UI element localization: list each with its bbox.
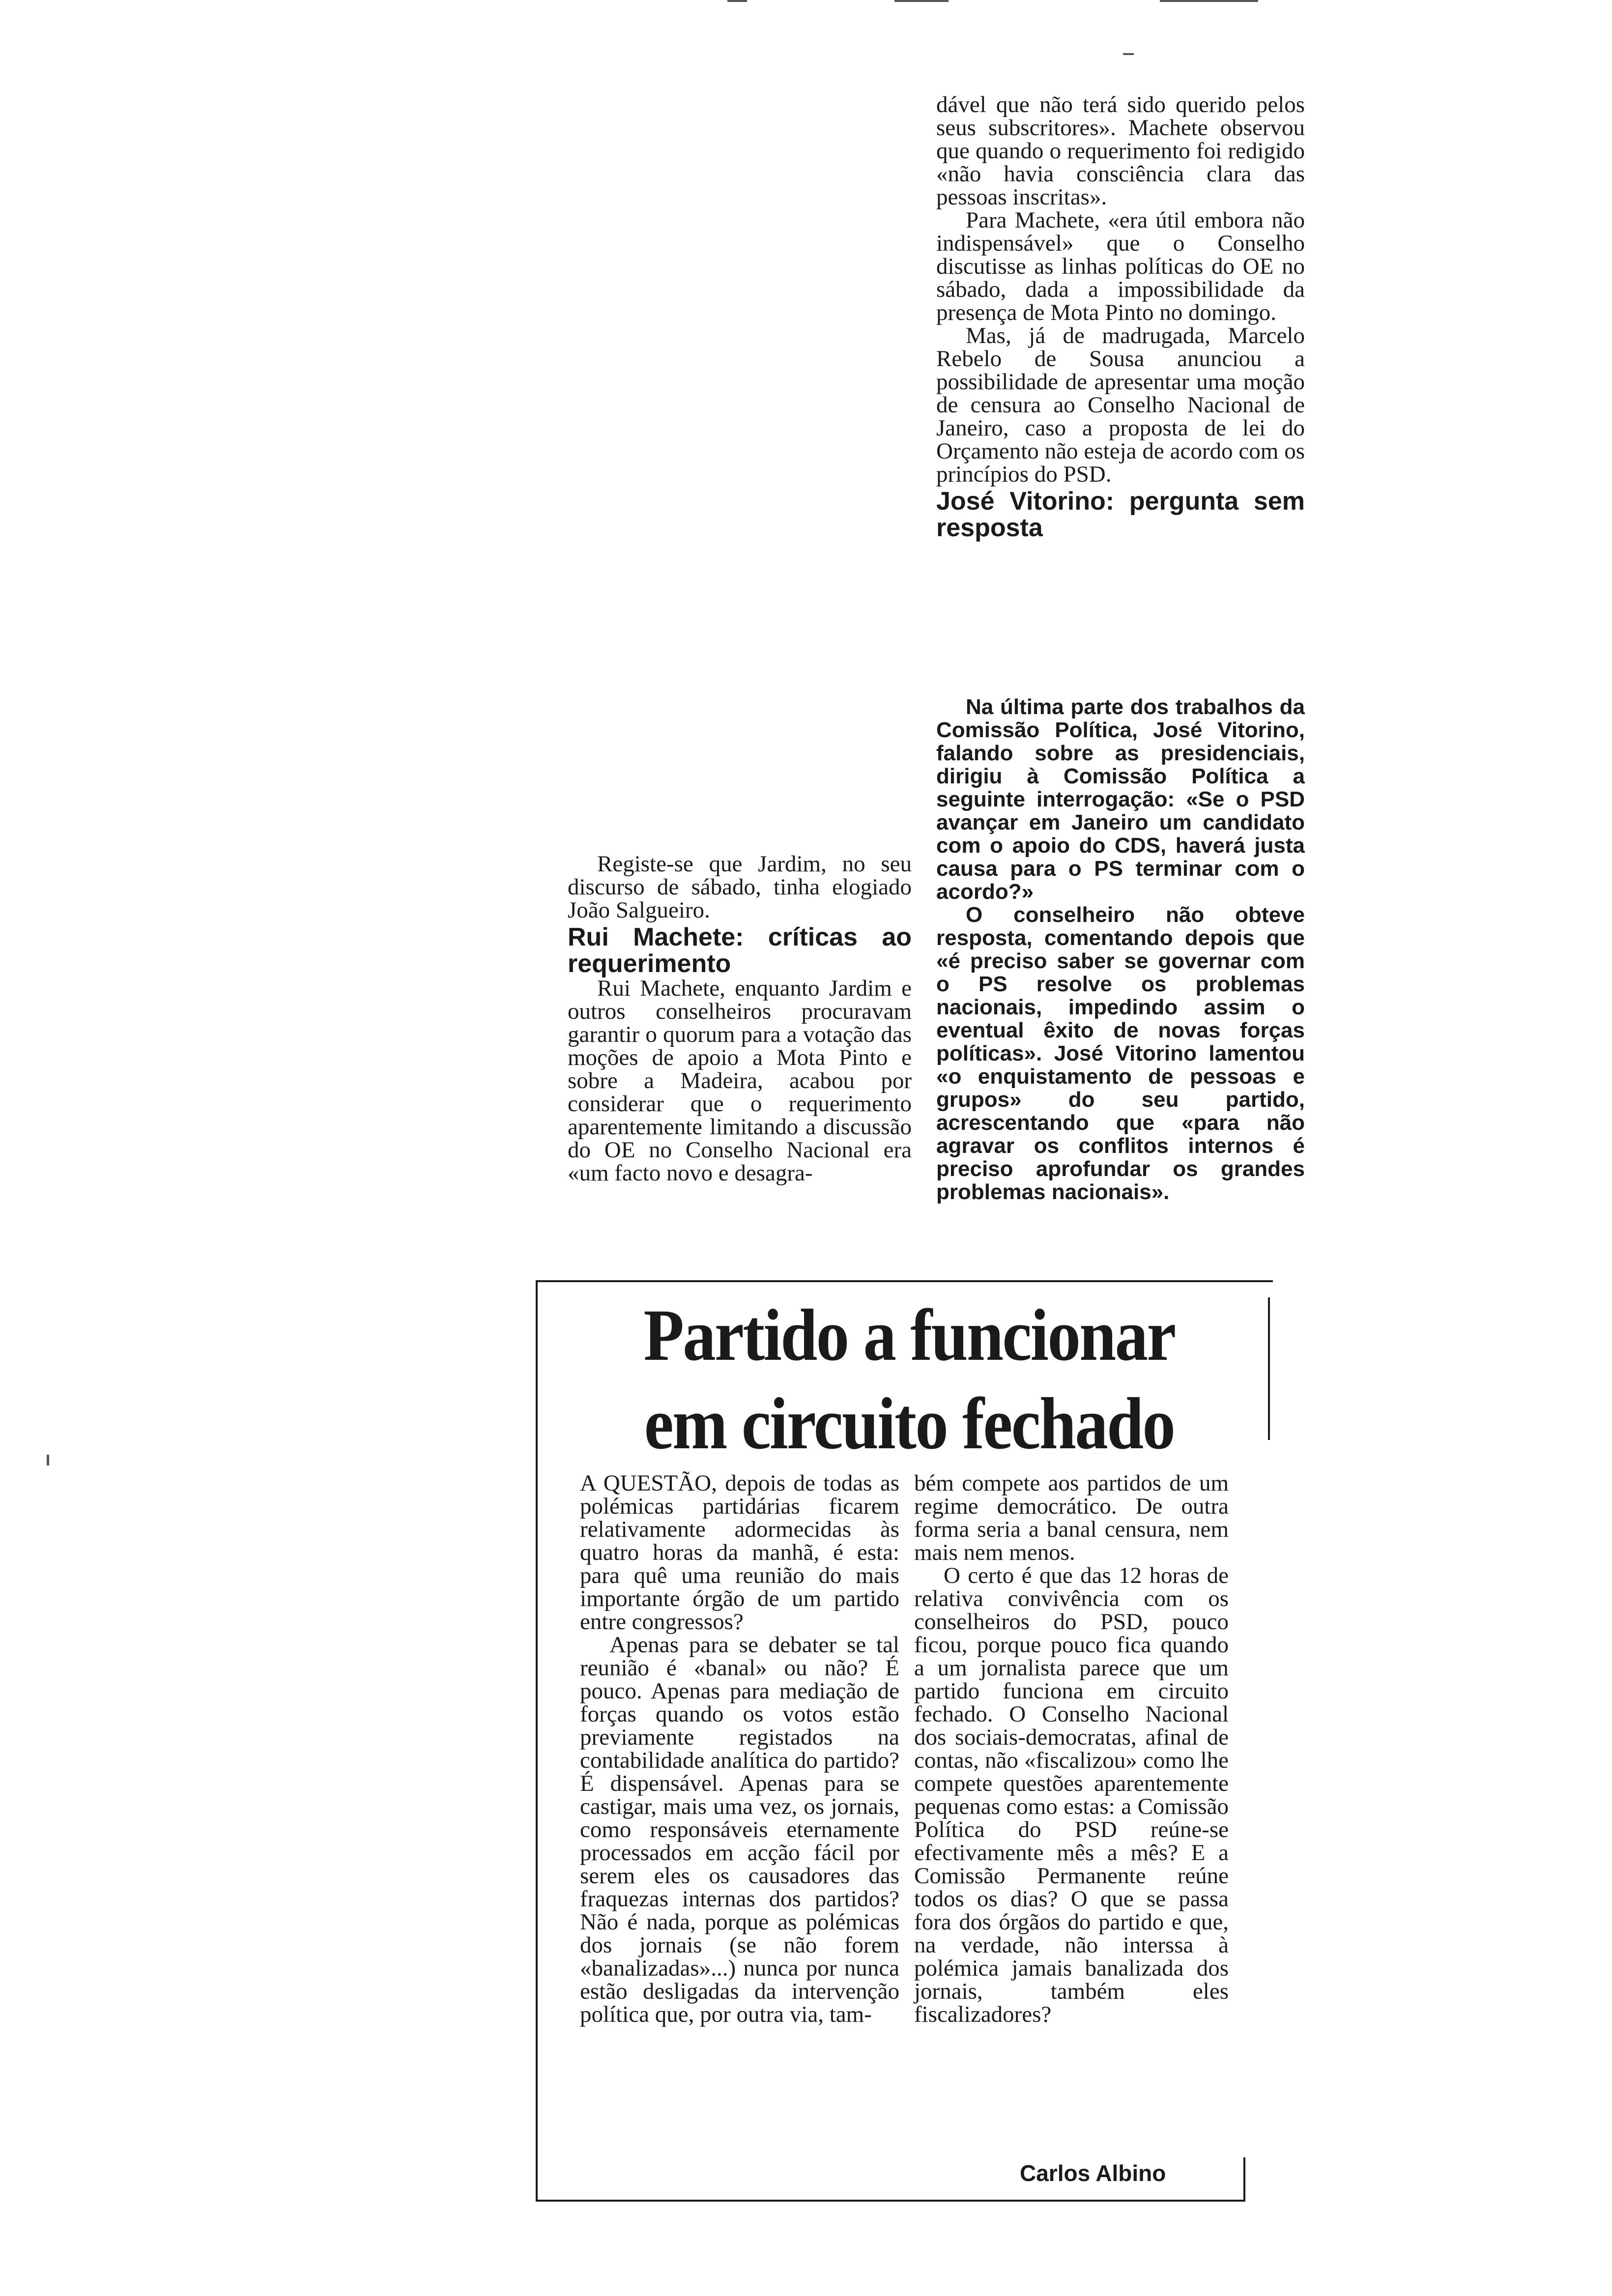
box-left-rule	[536, 1280, 538, 2202]
scan-mark	[1123, 53, 1134, 55]
article-paragraph: Na última parte dos trabalhos da Comissão Política, José Vitorino, falando sobre as presidenciais, dirigiu à Comissão Política a seguinte interrogação: «Se o PSD avançar em Janeiro um candidato com o apoio do CDS, haverá justa causa para o PS terminar com o acordo?»	[936, 695, 1305, 904]
article-paragraph: O conselheiro não obteve resposta, comentando depois que «é preciso saber se governar com o PS resolve os problemas nacionais, impedindo assim o eventual êxito de novas forças políticas». José Vitorino lamentou «o enquistamento de pessoas e grupos» do seu partido, acrescentando que «para não agravar os conflitos internos é preciso aprofundar os grandes problemas nacionais».	[936, 903, 1305, 1204]
box-bottom-rule	[536, 2200, 1243, 2202]
article-paragraph: dável que não terá sido querido pelos seus subscritores». Machete observou que quando o requerimento foi redigido «não havia consciência clara das pessoas inscritas».	[936, 92, 1305, 210]
article-paragraph: O certo é que das 12 horas de relativa convivência com os conselheiros do PSD, pouco ficou, porque pouco fica quando a um jornalista parece que um partido funciona em circuito fechado. O Conselho Nacional dos sociais-democratas, afinal de contas, não «fiscalizou» como lhe compete questões aparentemente pequenas como estas: a Comissão Política do PSD reúne-se efectivamente mês a mês? E a Comissão Permanente reúne todos os dias? O que se passa fora dos órgãos do partido e que, na verdade, não interssa à polémica jamais banalizada dos jornais, também eles fiscalizadores?	[914, 1563, 1229, 2027]
subheading: Rui Machete: críticas ao requerimento	[568, 923, 912, 978]
article-paragraph: Rui Machete, enquanto Jardim e outros conselheiros procuravam garantir o quorum para a votação das moções de apoio a Mota Pinto e sobre a Madeira, acabou por considerar que o requerimento aparentemente limitando a discussão do OE no Conselho Nacional era «um facto novo e desagra-	[568, 976, 912, 1186]
box-right-rule-lower	[1243, 2157, 1245, 2202]
subheading: José Vitorino: pergunta sem resposta	[936, 487, 1305, 542]
top-right-column	[936, 93, 1305, 541]
article-paragraph: A QUESTÃO, depois de todas as polémicas partidárias ficarem relativamente adormecidas às quatro horas da manhã, é esta: para quê uma reunião do mais importante órgão de um partido entre congressos?	[580, 1470, 899, 1635]
scan-mark	[1160, 0, 1258, 2]
article-paragraph: Mas, já de madrugada, Marcelo Rebelo de Sousa anunciou a possibilidade de apresentar uma moção de censura ao Conselho Nacional de Janeiro, caso a proposta de lei do Orçamento não esteja de acordo com os princípios do PSD.	[936, 323, 1305, 487]
scan-mark	[47, 1455, 49, 1465]
headline-line-1: Partido a funcionar	[643, 1294, 1175, 1376]
scan-mark	[894, 0, 949, 2]
article-paragraph: Registe-se que Jardim, no seu discurso de sábado, tinha elogiado João Salgueiro.	[568, 851, 912, 923]
box-right-column	[914, 1472, 1229, 2026]
article-paragraph: bém compete aos partidos de um regime democrático. De outra forma seria a banal censura, nem mais nem menos.	[914, 1470, 1229, 1565]
scan-mark	[727, 0, 747, 2]
box-right-rule	[1268, 1297, 1270, 1440]
byline: Carlos Albino	[1020, 2160, 1166, 2186]
top-right-bold-section	[936, 695, 1305, 1204]
article-paragraph: Para Machete, «era útil embora não indispensável» que o Conselho discutisse as linhas políticas do OE no sábado, dada a impossibilidade da presença de Mota Pinto no domingo.	[936, 207, 1305, 325]
article-paragraph: Apenas para se debater se tal reunião é «banal» ou não? É pouco. Apenas para mediação de forças quando os votos estão previamente registados na contabilidade analítica do partido? É dispensável. Apenas para se castigar, mais uma vez, os jornais, como responsáveis eternamente processados em acção fácil por serem eles os causadores das fraquezas internas dos partidos? Não é nada, porque as polémicas dos jornais (se não forem «banalizadas»...) nunca por nunca estão desligadas da intervenção política que, por outra via, tam-	[580, 1632, 899, 2027]
box-left-column	[580, 1472, 899, 2026]
mid-left-column	[568, 853, 912, 1185]
headline-line-2: em circuito fechado	[644, 1383, 1175, 1464]
box-top-rule	[536, 1280, 1273, 1282]
